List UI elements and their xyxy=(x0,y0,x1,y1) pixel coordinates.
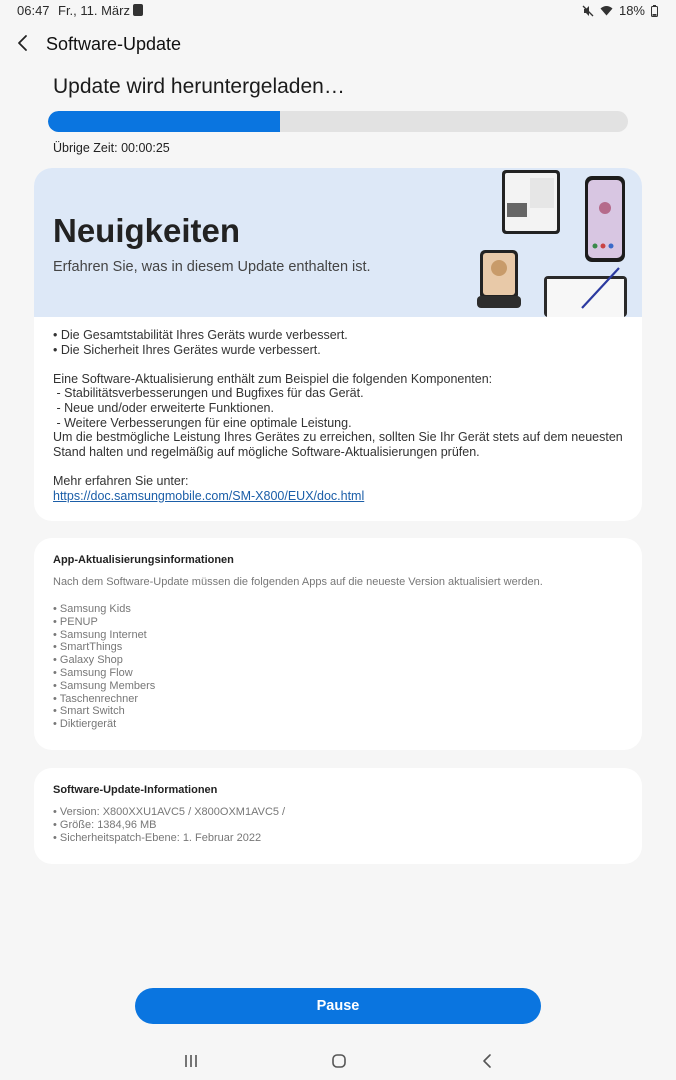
list-item: • Taschenrechner xyxy=(53,692,138,705)
list-item: • SmartThings xyxy=(53,641,123,654)
news-line: • Die Sicherheit Ihres Gerätes wurde verbessert. xyxy=(53,342,321,357)
sw-info-list xyxy=(53,806,285,844)
battery-icon xyxy=(651,5,658,17)
download-title: Update wird heruntergeladen… xyxy=(53,75,345,98)
mute-icon xyxy=(582,5,594,17)
list-item: • Version: X800XXU1AVC5 / X800OXM1AVC5 / xyxy=(53,806,286,818)
news-line: - Neue und/oder erweiterte Funktionen. xyxy=(53,400,274,415)
status-bar xyxy=(0,0,676,22)
list-item: • Samsung Members xyxy=(53,679,156,692)
list-item: • Galaxy Shop xyxy=(53,654,123,667)
list-item: • Smart Switch xyxy=(53,705,125,718)
recents-icon[interactable] xyxy=(180,1052,202,1070)
remaining-time: Übrige Zeit: 00:00:25 xyxy=(53,141,170,155)
navigation-bar xyxy=(0,1046,676,1076)
news-line: Eine Software-Aktualisierung enthält zum Beispiel die folgenden Komponenten: xyxy=(53,371,493,386)
list-item: • Größe: 1384,96 MB xyxy=(53,818,157,831)
doc-link[interactable]: https://doc.samsungmobile.com/SM-X800/EUX/doc.html xyxy=(53,488,365,503)
news-subtitle: Erfahren Sie, was in diesem Update enthalten ist. xyxy=(53,259,371,275)
nav-back-icon[interactable] xyxy=(476,1052,498,1070)
app-list xyxy=(53,603,155,731)
wifi-icon xyxy=(600,5,613,16)
news-card xyxy=(34,168,642,521)
news-body xyxy=(53,328,628,503)
news-line: - Weitere Verbesserungen für eine optimale Leistung. xyxy=(53,415,352,430)
app-info-intro: Nach dem Software-Update müssen die folgenden Apps auf die neueste Version aktualisiert werden. xyxy=(53,576,543,588)
app-info-heading: App-Aktualisierungsinformationen xyxy=(53,554,234,566)
news-line: Um die bestmögliche Leistung Ihres Gerätes zu erreichen, sollten Sie Ihr Gerät stets auf dem neuesten xyxy=(53,430,623,445)
devices-illustration-icon xyxy=(467,168,642,317)
list-item: • PENUP xyxy=(53,615,98,628)
home-icon[interactable] xyxy=(328,1052,350,1070)
back-arrow-icon[interactable] xyxy=(10,30,36,56)
list-item: • Samsung Internet xyxy=(53,628,147,641)
battery-percent: 18% xyxy=(618,3,645,18)
news-line: Stand halten und regelmäßig auf mögliche Software-Aktualisierungen prüfen. xyxy=(53,444,480,459)
news-line: Mehr erfahren Sie unter: xyxy=(53,473,189,488)
list-item: • Samsung Flow xyxy=(53,666,133,679)
status-date: Fr., 11. März xyxy=(58,3,130,18)
page-title: Software-Update xyxy=(46,34,182,54)
list-item: • Samsung Kids xyxy=(53,603,131,615)
app-update-info-card xyxy=(34,538,642,750)
news-title: Neuigkeiten xyxy=(53,212,241,249)
status-time: 06:47 xyxy=(17,3,50,18)
download-progress-bar xyxy=(48,111,628,132)
pause-button[interactable]: Pause xyxy=(135,988,541,1024)
list-item: • Diktiergerät xyxy=(53,718,117,731)
notification-icon xyxy=(133,4,143,16)
list-item: • Sicherheitspatch-Ebene: 1. Februar 2022 xyxy=(53,831,262,844)
news-line: • Die Gesamtstabilität Ihres Geräts wurde verbessert. xyxy=(53,328,348,342)
sw-info-heading: Software-Update-Informationen xyxy=(53,784,218,796)
software-update-info-card xyxy=(34,768,642,864)
app-bar xyxy=(0,24,676,64)
news-line: - Stabilitätsverbesserungen und Bugfixes für das Gerät. xyxy=(53,386,364,401)
news-hero xyxy=(34,168,642,317)
download-progress-fill xyxy=(48,111,280,132)
